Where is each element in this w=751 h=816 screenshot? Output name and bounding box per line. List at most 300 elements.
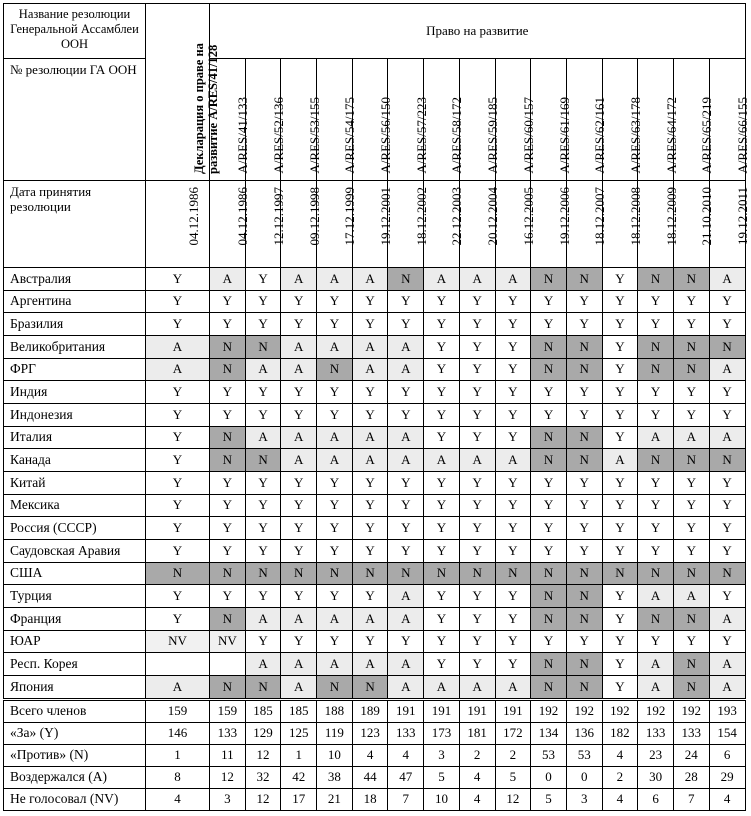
vote-cell: Y <box>245 630 281 653</box>
vote-cell: Y <box>709 313 745 336</box>
header-row-name <box>4 4 746 59</box>
vote-cell: Y <box>531 381 567 404</box>
table-row <box>4 675 746 699</box>
vote-cell: Y <box>424 403 460 426</box>
adoption-date-cell <box>388 181 429 268</box>
vote-cell: A <box>388 675 424 699</box>
summary-row <box>4 722 746 744</box>
vote-cell: N <box>566 449 602 472</box>
vote-cell: A <box>352 449 388 472</box>
vote-cell: Y <box>459 607 495 630</box>
header-row-dates <box>4 181 746 268</box>
right-to-development-header: Право на развитие <box>210 4 746 59</box>
vote-cell: Y <box>495 494 531 517</box>
country-name: США <box>4 562 146 585</box>
summary-value: 146 <box>146 722 210 744</box>
summary-value: 2 <box>495 744 531 766</box>
vote-cell: A <box>281 675 317 699</box>
vote-cell: Y <box>495 358 531 381</box>
vote-cell: Y <box>352 313 388 336</box>
adoption-date-cell <box>531 181 572 268</box>
country-name: Турция <box>4 585 146 608</box>
resolution-code: A/RES/66/155 <box>735 97 751 174</box>
vote-cell: Y <box>459 313 495 336</box>
summary-value: 30 <box>638 766 674 788</box>
adoption-date: 18.12.2002 <box>413 187 429 246</box>
vote-cell: N <box>673 335 709 358</box>
vote-cell: Y <box>388 313 424 336</box>
summary-value: 5 <box>531 788 567 810</box>
vote-cell: Y <box>245 290 281 313</box>
vote-cell: Y <box>602 381 638 404</box>
table-row <box>4 585 746 608</box>
vote-cell: A <box>281 358 317 381</box>
table-row <box>4 653 746 676</box>
resolution-code: A/RES/62/161 <box>592 97 608 174</box>
country-name: Франция <box>4 607 146 630</box>
summary-value: 3 <box>424 744 460 766</box>
vote-cell: N <box>317 562 353 585</box>
vote-cell: Y <box>459 381 495 404</box>
summary-value: 7 <box>388 788 424 810</box>
summary-value: 0 <box>531 766 567 788</box>
vote-cell: A <box>388 607 424 630</box>
vote-cell: N <box>210 426 246 449</box>
table-row <box>4 268 746 291</box>
resolution-number-header: № резолюции ГА ООН <box>4 59 146 181</box>
vote-cell: Y <box>602 653 638 676</box>
vote-cell: Y <box>245 403 281 426</box>
vote-cell: A <box>245 426 281 449</box>
vote-cell: Y <box>317 403 353 426</box>
summary-value: 123 <box>352 722 388 744</box>
summary-value: 47 <box>388 766 424 788</box>
summary-value: 129 <box>245 722 281 744</box>
vote-cell: Y <box>245 471 281 494</box>
vote-cell: Y <box>531 313 567 336</box>
vote-cell: A <box>210 268 246 291</box>
summary-row <box>4 744 746 766</box>
resolution-code: A/RES/56/150 <box>378 97 394 174</box>
vote-cell: N <box>210 562 246 585</box>
vote-cell: N <box>245 335 281 358</box>
vote-cell: A <box>709 358 745 381</box>
adoption-date: 17.12.1999 <box>342 187 358 246</box>
vote-cell: Y <box>352 630 388 653</box>
summary-value: 134 <box>531 722 567 744</box>
vote-cell: Y <box>388 539 424 562</box>
resolution-code-header <box>709 59 751 181</box>
table-row <box>4 290 746 313</box>
summary-value: 192 <box>673 699 709 722</box>
resolution-code-header <box>281 59 322 181</box>
vote-cell: Y <box>424 585 460 608</box>
country-name: ФРГ <box>4 358 146 381</box>
summary-value: 191 <box>495 699 531 722</box>
country-name: Мексика <box>4 494 146 517</box>
vote-cell: Y <box>531 539 567 562</box>
summary-value: 191 <box>424 699 460 722</box>
vote-cell: N <box>146 562 210 585</box>
resolution-code-header <box>245 59 287 181</box>
vote-cell: A <box>495 268 531 291</box>
summary-value: 10 <box>424 788 460 810</box>
summary-value: 192 <box>638 699 674 722</box>
table-row <box>4 517 746 540</box>
vote-cell: N <box>531 426 567 449</box>
summary-value: 44 <box>352 766 388 788</box>
vote-cell: Y <box>531 630 567 653</box>
vote-cell: N <box>673 607 709 630</box>
summary-value: 188 <box>317 699 353 722</box>
un-voting-table <box>3 3 751 811</box>
country-name: Великобритания <box>4 335 146 358</box>
table-row <box>4 403 746 426</box>
table-row <box>4 313 746 336</box>
resolution-code: A/RES/53/155 <box>306 97 322 174</box>
vote-cell: A <box>638 585 674 608</box>
country-name: Италия <box>4 426 146 449</box>
country-name: Саудовская Аравия <box>4 539 146 562</box>
vote-cell: Y <box>602 313 638 336</box>
vote-cell: Y <box>602 268 638 291</box>
vote-cell: Y <box>495 426 531 449</box>
vote-cell: N <box>673 358 709 381</box>
vote-cell: A <box>673 585 709 608</box>
adoption-date: 18.12.2008 <box>627 187 643 246</box>
summary-body <box>4 699 746 810</box>
adoption-date-cell <box>566 181 608 268</box>
resolution-code: A/RES/58/172 <box>449 97 465 174</box>
vote-cell: A <box>388 335 424 358</box>
vote-cell: A <box>281 653 317 676</box>
resolution-code: A/RES/52/136 <box>271 97 287 174</box>
vote-cell: Y <box>566 381 602 404</box>
vote-cell: Y <box>388 494 424 517</box>
summary-value: 133 <box>210 722 246 744</box>
vote-cell: A <box>459 268 495 291</box>
vote-cell: Y <box>566 313 602 336</box>
summary-value: 159 <box>146 699 210 722</box>
vote-cell: Y <box>638 381 674 404</box>
vote-cell: Y <box>317 313 353 336</box>
summary-value: 192 <box>531 699 567 722</box>
vote-cell: Y <box>673 630 709 653</box>
vote-cell: A <box>709 675 745 699</box>
summary-value: 4 <box>459 766 495 788</box>
adoption-date-cell <box>317 181 358 268</box>
summary-value: 1 <box>281 744 317 766</box>
vote-cell: A <box>709 607 745 630</box>
summary-value: 4 <box>388 744 424 766</box>
vote-cell: Y <box>638 403 674 426</box>
vote-cell: Y <box>673 494 709 517</box>
vote-cell: A <box>388 426 424 449</box>
vote-cell: Y <box>424 494 460 517</box>
vote-cell: A <box>388 653 424 676</box>
vote-cell: N <box>566 562 602 585</box>
vote-cell: A <box>352 358 388 381</box>
vote-cell: Y <box>281 494 317 517</box>
adoption-date-cell <box>459 181 501 268</box>
vote-cell: Y <box>245 313 281 336</box>
vote-cell: N <box>638 268 674 291</box>
summary-label: Всего членов <box>4 699 146 722</box>
table-row <box>4 471 746 494</box>
vote-cell: N <box>245 449 281 472</box>
vote-cell: Y <box>459 653 495 676</box>
vote-cell: Y <box>566 517 602 540</box>
adoption-date: 22.12.2003 <box>449 187 465 246</box>
vote-cell: Y <box>602 290 638 313</box>
adoption-date-cell <box>673 181 715 268</box>
vote-cell: Y <box>281 471 317 494</box>
adoption-date: 04.12.1986 <box>185 187 201 246</box>
vote-cell: N <box>245 562 281 585</box>
vote-cell: Y <box>531 517 567 540</box>
vote-cell: N <box>673 449 709 472</box>
vote-cell: Y <box>459 539 495 562</box>
vote-cell: N <box>317 358 353 381</box>
summary-value: 3 <box>210 788 246 810</box>
vote-cell: Y <box>352 494 388 517</box>
vote-cell: Y <box>245 585 281 608</box>
vote-cell: Y <box>459 426 495 449</box>
summary-value: 38 <box>317 766 353 788</box>
vote-cell: Y <box>245 517 281 540</box>
vote-cell: A <box>317 426 353 449</box>
adoption-date-cell <box>709 181 751 268</box>
adoption-date-cell <box>602 181 643 268</box>
vote-cell: Y <box>245 494 281 517</box>
vote-cell: Y <box>602 607 638 630</box>
vote-cell: Y <box>566 630 602 653</box>
vote-cell: Y <box>495 403 531 426</box>
summary-value: 133 <box>638 722 674 744</box>
vote-cell: A <box>459 675 495 699</box>
adoption-date: 19.12.2011 <box>735 187 751 246</box>
summary-label: «За» (Y) <box>4 722 146 744</box>
vote-cell: Y <box>317 290 353 313</box>
adoption-date: 18.12.2007 <box>592 187 608 246</box>
vote-cell: Y <box>673 313 709 336</box>
vote-cell: Y <box>424 653 460 676</box>
vote-cell: Y <box>459 494 495 517</box>
vote-cell: Y <box>459 630 495 653</box>
vote-cell: Y <box>495 471 531 494</box>
vote-cell: Y <box>673 539 709 562</box>
vote-cell: Y <box>709 539 745 562</box>
summary-value: 4 <box>146 788 210 810</box>
vote-cell: Y <box>459 471 495 494</box>
vote-cell: A <box>388 449 424 472</box>
vote-cell: Y <box>602 585 638 608</box>
vote-cell: Y <box>424 426 460 449</box>
vote-cell: Y <box>459 585 495 608</box>
vote-cell: Y <box>709 381 745 404</box>
vote-cell: N <box>210 335 246 358</box>
vote-cell: N <box>531 358 567 381</box>
vote-cell: Y <box>317 517 353 540</box>
summary-value: 7 <box>673 788 709 810</box>
vote-cell: Y <box>210 517 246 540</box>
adoption-date-header: Дата принятия резолюции <box>4 181 146 268</box>
vote-cell: Y <box>388 630 424 653</box>
summary-row <box>4 699 746 722</box>
vote-cell: Y <box>495 585 531 608</box>
country-name: Респ. Корея <box>4 653 146 676</box>
country-name: Австралия <box>4 268 146 291</box>
vote-cell: Y <box>424 607 460 630</box>
vote-cell: Y <box>352 381 388 404</box>
summary-value: 5 <box>495 766 531 788</box>
country-name: Япония <box>4 675 146 699</box>
vote-cell: N <box>566 268 602 291</box>
vote-cell: NV <box>210 630 246 653</box>
summary-value: 193 <box>709 699 745 722</box>
adoption-date-cell <box>424 181 465 268</box>
vote-cell: Y <box>531 290 567 313</box>
vote-cell: Y <box>388 471 424 494</box>
summary-value: 185 <box>281 699 317 722</box>
vote-cell: N <box>638 607 674 630</box>
vote-cell: Y <box>424 313 460 336</box>
vote-cell: N <box>566 358 602 381</box>
vote-cell: Y <box>388 403 424 426</box>
summary-value: 12 <box>495 788 531 810</box>
vote-cell: Y <box>459 335 495 358</box>
vote-cell: Y <box>281 381 317 404</box>
table-row <box>4 562 746 585</box>
vote-cell: N <box>566 426 602 449</box>
vote-cell: A <box>146 358 210 381</box>
summary-value: 154 <box>709 722 745 744</box>
vote-cell: A <box>281 426 317 449</box>
vote-cell: N <box>638 562 674 585</box>
declaration-header <box>146 4 220 181</box>
vote-cell: A <box>459 449 495 472</box>
vote-cell: Y <box>281 313 317 336</box>
summary-value: 185 <box>245 699 281 722</box>
vote-cell: A <box>495 449 531 472</box>
vote-cell: N <box>531 653 567 676</box>
vote-cell: A <box>709 268 745 291</box>
vote-cell: Y <box>673 381 709 404</box>
summary-value: 53 <box>531 744 567 766</box>
vote-cell: Y <box>281 517 317 540</box>
vote-cell: Y <box>245 539 281 562</box>
vote-cell: Y <box>709 517 745 540</box>
adoption-date: 18.12.2009 <box>663 187 679 246</box>
vote-cell: Y <box>352 290 388 313</box>
vote-cell: Y <box>709 585 745 608</box>
summary-row <box>4 788 746 810</box>
vote-cell: N <box>638 335 674 358</box>
vote-cell: N <box>281 562 317 585</box>
vote-cell: A <box>602 449 638 472</box>
resolution-code: A/RES/41/133 <box>235 97 251 174</box>
vote-cell: A <box>317 449 353 472</box>
vote-cell: Y <box>459 290 495 313</box>
vote-cell: Y <box>602 539 638 562</box>
resolution-code-header <box>388 59 429 181</box>
vote-cell: Y <box>531 471 567 494</box>
resolution-code-header <box>673 59 715 181</box>
vote-cell: N <box>531 562 567 585</box>
resolution-code: A/RES/60/157 <box>520 97 536 174</box>
vote-cell: Y <box>495 539 531 562</box>
vote-cell: Y <box>210 585 246 608</box>
vote-cell: Y <box>495 607 531 630</box>
vote-cell: Y <box>352 585 388 608</box>
table-row <box>4 335 746 358</box>
table-row <box>4 381 746 404</box>
vote-cell: Y <box>566 290 602 313</box>
vote-cell: N <box>638 449 674 472</box>
vote-cell: A <box>317 607 353 630</box>
adoption-date: 21.10.2010 <box>699 187 715 246</box>
summary-value: 4 <box>602 744 638 766</box>
vote-cell: Y <box>673 517 709 540</box>
vote-cell: Y <box>495 381 531 404</box>
vote-cell: N <box>673 653 709 676</box>
vote-cell: Y <box>146 403 210 426</box>
vote-cell: Y <box>352 471 388 494</box>
vote-cell: Y <box>673 403 709 426</box>
vote-cell: Y <box>602 358 638 381</box>
vote-cell: N <box>566 653 602 676</box>
summary-value: 136 <box>566 722 602 744</box>
vote-cell: Y <box>210 403 246 426</box>
vote-cell: N <box>602 562 638 585</box>
vote-cell: Y <box>146 313 210 336</box>
vote-cell: Y <box>388 290 424 313</box>
vote-cell: N <box>388 562 424 585</box>
vote-cell: Y <box>146 517 210 540</box>
vote-cell: Y <box>459 358 495 381</box>
vote-cell: Y <box>709 403 745 426</box>
summary-value: 18 <box>352 788 388 810</box>
resolution-code-header <box>352 59 394 181</box>
resolution-code-header <box>317 59 358 181</box>
summary-value: 191 <box>388 699 424 722</box>
vote-cell: A <box>388 585 424 608</box>
declaration-label: Декларация о праве на развитие A/RES/41/128 <box>191 43 220 174</box>
vote-cell: A <box>638 675 674 699</box>
resolution-code: A/RES/63/178 <box>627 97 643 174</box>
vote-cell: Y <box>459 403 495 426</box>
vote-cell: Y <box>146 268 210 291</box>
vote-cell: N <box>709 562 745 585</box>
summary-value: 159 <box>210 699 246 722</box>
vote-cell: Y <box>709 471 745 494</box>
vote-cell: Y <box>317 471 353 494</box>
summary-value: 3 <box>566 788 602 810</box>
vote-cell: Y <box>602 471 638 494</box>
summary-value: 12 <box>210 766 246 788</box>
summary-value: 23 <box>638 744 674 766</box>
summary-label: «Против» (N) <box>4 744 146 766</box>
vote-cell: A <box>424 268 460 291</box>
resolution-code: A/RES/64/172 <box>663 97 679 174</box>
vote-cell: Y <box>317 585 353 608</box>
summary-value: 5 <box>424 766 460 788</box>
vote-cell: Y <box>709 630 745 653</box>
vote-cell: Y <box>602 630 638 653</box>
summary-value: 173 <box>424 722 460 744</box>
resolution-code: A/RES/65/219 <box>699 97 715 174</box>
vote-cell: N <box>352 562 388 585</box>
